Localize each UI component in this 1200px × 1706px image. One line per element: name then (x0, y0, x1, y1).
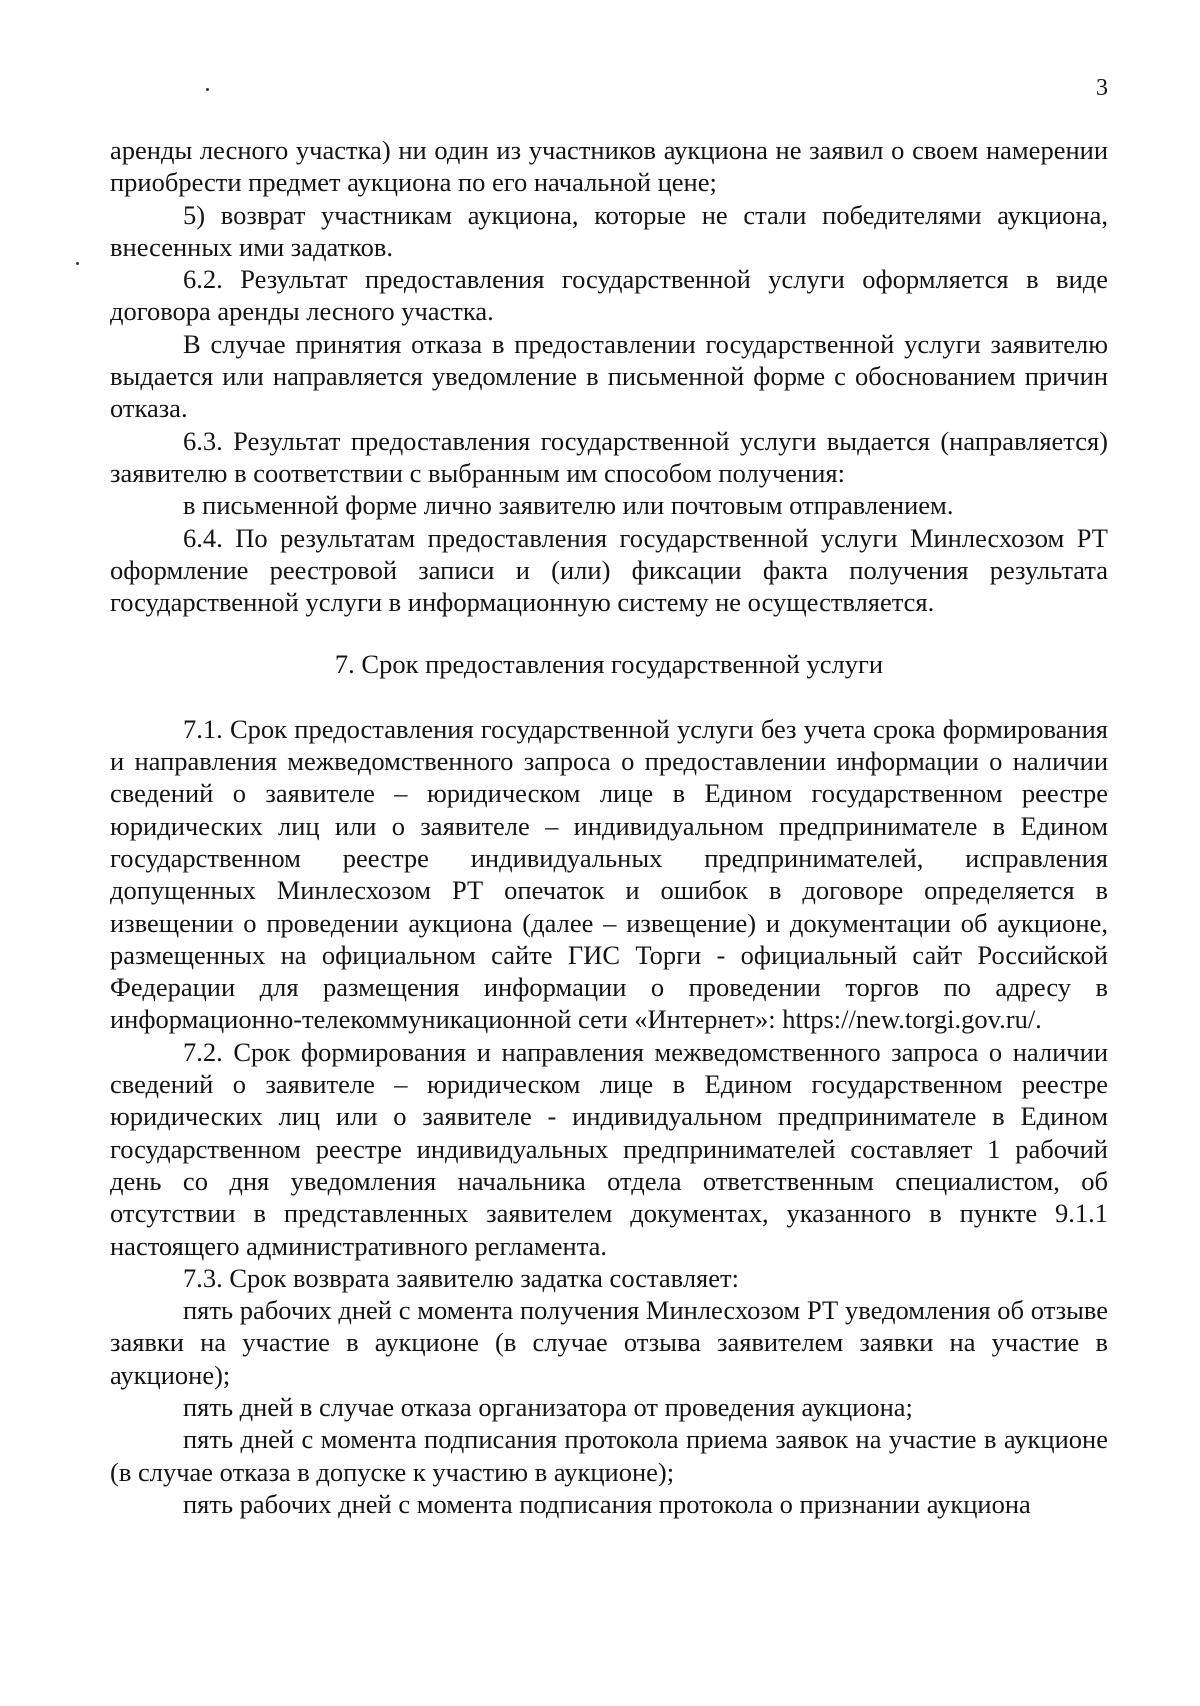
paragraph: пять рабочих дней с момента получения Минлесхозом РТ уведомления об отзыве заявки на участие в аукционе (в случае отзыва заявителем заявки на участие в аукционе); (110, 1295, 1108, 1390)
document-body (110, 134, 1108, 1520)
paragraph: пять дней с момента подписания протокола приема заявок на участие в аукционе (в случае отказа в допуске к участию в аукционе); (110, 1424, 1108, 1487)
paragraph: 6.3. Результат предоставления государственной услуги выдается (направляется) заявителю в соответствии с выбранным им способом получения: (110, 425, 1108, 488)
paragraph: пять дней в случае отказа организатора от проведения аукциона; (183, 1391, 913, 1422)
paragraph: аренды лесного участка) ни один из участников аукциона не заявил о своем намерении приобрести предмет аукциона по его начальной цене; (110, 135, 1108, 198)
scan-speck (206, 88, 209, 91)
paragraph: 6.4. По результатам предоставления государственной услуги Минлесхозом РТ оформление реестровой записи и (или) фиксации факта получения результата государственной услуги в информационную систему не осуществляется. (110, 522, 1108, 618)
section-heading: 7. Срок предоставления государственной услуги (334, 649, 884, 680)
paragraph: пять рабочих дней с момента подписания протокола о признании аукциона (183, 1488, 1031, 1519)
page-number: 3 (1096, 75, 1108, 101)
paragraph: 6.2. Результат предоставления государственной услуги оформляется в виде договора аренды лесного участка. (110, 264, 1108, 327)
paragraph: 7.1. Срок предоставления государственной услуги без учета срока формирования и направления межведомственного запроса о предоставлении информации о наличии сведений о заявителе – юридическом лице в Едином государственном реестре юридических лиц или о заявителе – индивидуальном предпринимателе в Едином государственном реестре индивидуальных предпринимателей, исправления допущенных Минлесхозом РТ опечаток и ошибок в договоре определяется в извещении о проведении аукциона (далее – извещение) и документации об аукционе, размещенных на официальном сайте ГИС Торги - официальный сайт Российской Федерации для размещения информации о проведении торгов по адресу в информационно-телекоммуникационной сети «Интернет»: https://new.torgi.gov.ru/. (110, 713, 1108, 1035)
paragraph: 7.2. Срок формирования и направления межведомственного запроса о наличии сведений о заявителе – юридическом лице в Едином государственном реестре юридических лиц или о заявителе - индивидуальном предпринимателе в Едином государственном реестре индивидуальных предпринимателей составляет 1 рабочий день со дня уведомления начальника отдела ответственным специалистом, об отсутствии в представленных заявителем документах, указанного в пункте 9.1.1 настоящего административного регламента. (110, 1036, 1108, 1261)
scan-speck (76, 262, 79, 265)
paragraph: 5) возврат участникам аукциона, которые не стали победителями аукциона, внесенных ими задатков. (110, 199, 1108, 262)
paragraph: В случае принятия отказа в предоставлении государственной услуги заявителю выдается или направляется уведомление в письменной форме с обоснованием причин отказа. (110, 328, 1108, 424)
paragraph: в письменной форме лично заявителю или почтовым отправлением. (183, 490, 954, 521)
paragraph: 7.3. Срок возврата заявителю задатка составляет: (183, 1262, 739, 1293)
